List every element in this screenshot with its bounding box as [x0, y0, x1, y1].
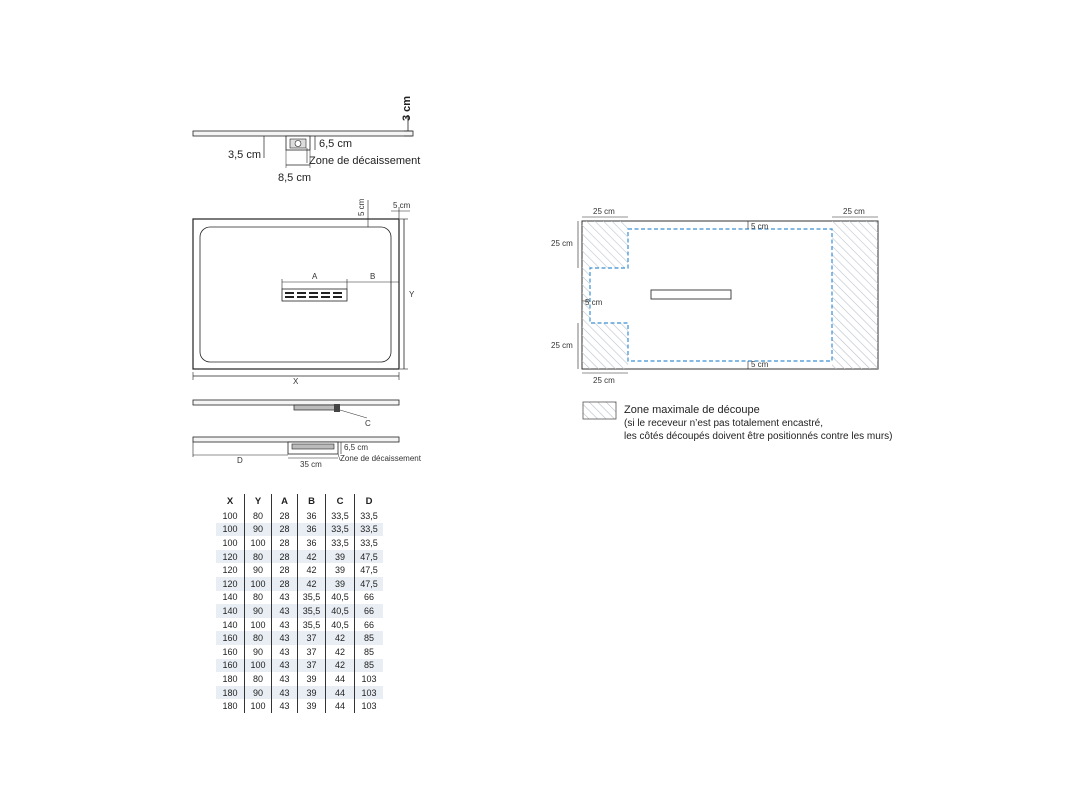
table-row: [216, 631, 383, 645]
table-cell: 80: [245, 509, 272, 523]
legend-line2: les côtés découpés doivent être positionnés contre les murs): [624, 431, 893, 442]
table-cell: 100: [245, 699, 272, 713]
header-a: A: [272, 494, 298, 509]
side-view-c: [193, 400, 399, 428]
table-cell: 42: [298, 577, 326, 591]
table-cell: 66: [355, 618, 384, 632]
table-cell: 43: [272, 618, 298, 632]
recess-width-label: 8,5 cm: [278, 172, 312, 184]
section-view: [193, 96, 420, 184]
table-cell: 43: [272, 645, 298, 659]
label-y: Y: [409, 290, 415, 299]
side-margin-label: 5 cm: [393, 201, 411, 210]
left-dim-label: 3,5 cm: [228, 149, 262, 161]
table-cell: 28: [272, 563, 298, 577]
table-cell: 47,5: [355, 577, 384, 591]
table-row: [216, 591, 383, 605]
table-cell: 28: [272, 577, 298, 591]
table-cell: 120: [216, 577, 245, 591]
table-cell: 180: [216, 686, 245, 700]
table-cell: 33,5: [326, 536, 355, 550]
header-d: D: [355, 494, 384, 509]
table-cell: 100: [245, 659, 272, 673]
table-cell: 36: [298, 509, 326, 523]
table-cell: 40,5: [326, 618, 355, 632]
table-cell: 100: [245, 536, 272, 550]
hatch-right: [832, 221, 878, 369]
table-row: [216, 536, 383, 550]
table-cell: 80: [245, 631, 272, 645]
table-cell: 43: [272, 604, 298, 618]
table-cell: 35,5: [298, 618, 326, 632]
table-cell: 100: [245, 577, 272, 591]
label-a: A: [312, 272, 318, 281]
table-cell: 44: [326, 686, 355, 700]
table-cell: 85: [355, 631, 384, 645]
table-cell: 160: [216, 631, 245, 645]
side-recess-width: 35 cm: [300, 460, 322, 469]
table-cell: 103: [355, 686, 384, 700]
table-cell: 36: [298, 536, 326, 550]
table-cell: 43: [272, 591, 298, 605]
label-b: B: [370, 272, 376, 281]
table-cell: 35,5: [298, 604, 326, 618]
table-row: [216, 659, 383, 673]
legend-title: Zone maximale de découpe: [624, 404, 760, 416]
tray-profile: [193, 131, 413, 136]
legend: [624, 404, 892, 443]
drain-grate: [282, 289, 347, 301]
table-cell: 42: [326, 645, 355, 659]
table-cell: 90: [245, 686, 272, 700]
label-x: X: [293, 377, 299, 386]
table-cell: 28: [272, 523, 298, 537]
table-cell: 37: [298, 631, 326, 645]
dim-5-top: 5 cm: [751, 222, 769, 231]
side-view-d: [193, 437, 422, 469]
label-c: C: [365, 419, 371, 428]
table-cell: 33,5: [355, 536, 384, 550]
dim-25-bottom: 25 cm: [593, 376, 615, 385]
table-cell: 43: [272, 699, 298, 713]
recess-height-label: 6,5 cm: [319, 138, 353, 150]
table-cell: 40,5: [326, 591, 355, 605]
table-cell: 66: [355, 604, 384, 618]
table-cell: 66: [355, 591, 384, 605]
table-cell: 140: [222, 592, 238, 603]
top-view: [193, 198, 415, 386]
table-cell: 44: [326, 672, 355, 686]
table-row: [216, 550, 383, 564]
table-cell: 33,5: [355, 523, 384, 537]
dim-25-left-lower: 25 cm: [551, 341, 573, 350]
table-cell: 39: [326, 550, 355, 564]
table-cell: 85: [355, 645, 384, 659]
dim-25-top-left: 25 cm: [593, 207, 615, 216]
table-cell: 140: [216, 604, 245, 618]
header-y: Y: [245, 494, 272, 509]
table-cell: 42: [298, 550, 326, 564]
table-cell: 80: [245, 672, 272, 686]
table-row: [216, 672, 383, 686]
legend-line1: (si le receveur n’est pas totalement encastré,: [624, 418, 823, 429]
table-row: [216, 686, 383, 700]
dimensions-table: [216, 494, 383, 713]
cut-drain: [651, 290, 731, 299]
table-cell: 39: [326, 563, 355, 577]
legend-swatch: [583, 402, 616, 419]
table-cell: 28: [272, 536, 298, 550]
table-cell: 42: [298, 563, 326, 577]
table-cell: 42: [326, 659, 355, 673]
table-cell: 100: [245, 618, 272, 632]
table-row: [216, 563, 383, 577]
dim-5-bottom: 5 cm: [751, 360, 769, 369]
table-cell: 39: [298, 686, 326, 700]
table-header-row: [216, 494, 383, 509]
header-b: B: [298, 494, 326, 509]
dim-25-top-right: 25 cm: [843, 207, 865, 216]
table-cell: 160: [216, 659, 245, 673]
table-cell: 37: [298, 645, 326, 659]
table-row: [216, 699, 383, 713]
table-cell: 33,5: [326, 523, 355, 537]
table-cell: 42: [326, 631, 355, 645]
header-c: C: [326, 494, 355, 509]
table-cell: 100: [216, 523, 245, 537]
table-cell: 180: [222, 673, 238, 684]
table-cell: 39: [326, 577, 355, 591]
table-cell: 90: [245, 604, 272, 618]
table-cell: 47,5: [355, 563, 384, 577]
table-cell: 28: [272, 550, 298, 564]
table-row: [216, 577, 383, 591]
table-cell: 85: [355, 659, 384, 673]
table-cell: 43: [272, 672, 298, 686]
table-cell: 39: [298, 699, 326, 713]
table-cell: 39: [298, 672, 326, 686]
table-row: [216, 604, 383, 618]
thickness-label: 3 cm: [401, 95, 413, 121]
table-cell: 90: [245, 523, 272, 537]
table-row: [216, 618, 383, 632]
header-x: X: [226, 496, 234, 507]
table-cell: 43: [272, 631, 298, 645]
table-cell: 37: [298, 659, 326, 673]
table-cell: 180: [222, 701, 238, 712]
table-cell: 120: [216, 550, 245, 564]
table-cell: 100: [222, 537, 238, 548]
table-cell: 120: [222, 565, 238, 576]
table-cell: 33,5: [326, 509, 355, 523]
table-cell: 47,5: [355, 550, 384, 564]
table-cell: 43: [272, 686, 298, 700]
table-row: [216, 645, 383, 659]
cut-zone-diagram: [551, 207, 878, 385]
recess-zone-label: Zone de décaissement: [309, 155, 421, 167]
dim-5-left: 5 cm: [585, 298, 603, 307]
table-cell: 43: [272, 659, 298, 673]
table-cell: 80: [245, 591, 272, 605]
table-cell: 160: [222, 646, 238, 657]
top-margin-label: 5 cm: [357, 198, 366, 216]
label-d: D: [237, 456, 243, 465]
table-cell: 90: [245, 645, 272, 659]
table-row: [216, 509, 383, 523]
table-cell: 35,5: [298, 591, 326, 605]
dim-25-left-upper: 25 cm: [551, 239, 573, 248]
table-row: [216, 523, 383, 537]
table-cell: 28: [272, 509, 298, 523]
table-cell: 100: [222, 510, 238, 521]
side-recess-zone: Zone de décaissement: [340, 454, 421, 463]
table-cell: 80: [245, 550, 272, 564]
table-cell: 103: [355, 672, 384, 686]
table-cell: 36: [298, 523, 326, 537]
table-cell: 40,5: [326, 604, 355, 618]
table-cell: 33,5: [355, 509, 384, 523]
side-recess-height: 6,5 cm: [344, 443, 369, 452]
table-cell: 90: [245, 563, 272, 577]
table-cell: 103: [355, 699, 384, 713]
table-cell: 44: [326, 699, 355, 713]
table-cell: 140: [222, 619, 238, 630]
